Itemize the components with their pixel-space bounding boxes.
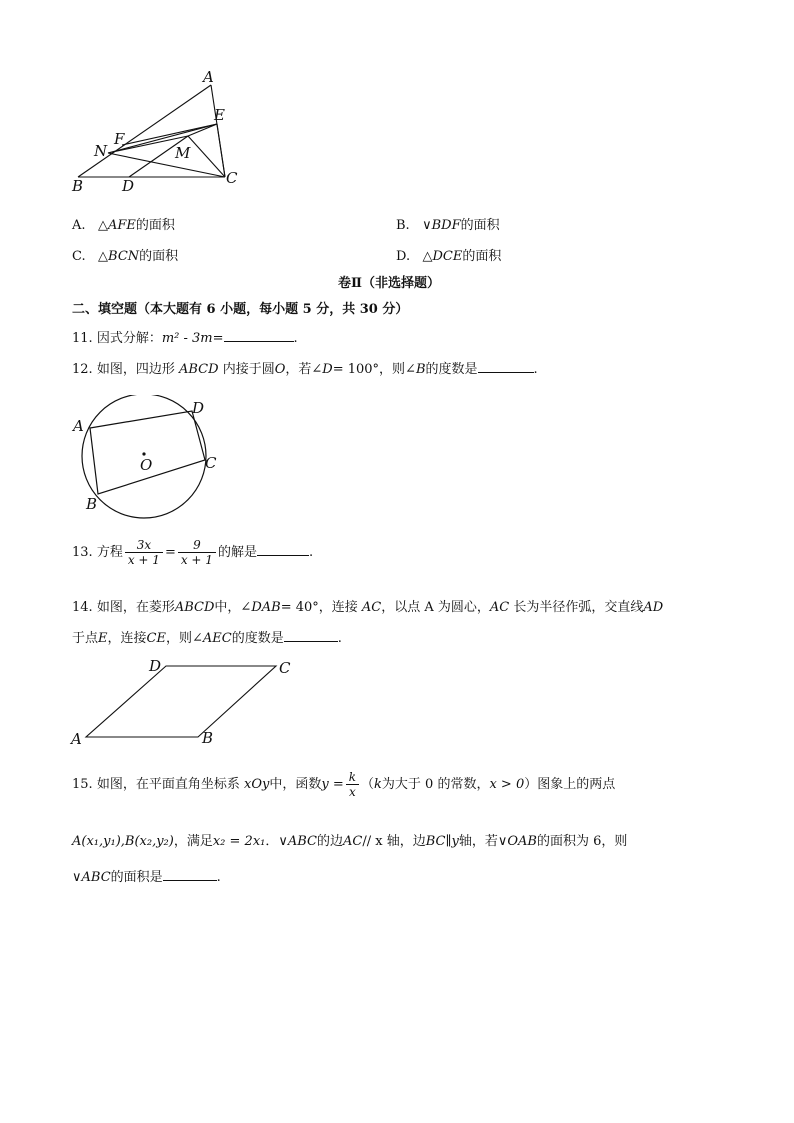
question-13: 13. 方程 $\frac{3x}{x + 1}$ = $\frac{9}{x + 1}$ 的解是 . (72, 538, 314, 567)
label-D: D (149, 657, 162, 675)
option-a: A. △AFE的面积 (72, 218, 175, 233)
fraction-k-over-x: $\frac{k}{x}$ (346, 770, 359, 799)
question-15-line-3: ∨ABC的面积是 . (72, 870, 221, 885)
label-O: O (140, 456, 153, 474)
figure-rhombus (66, 655, 306, 750)
label-D: D (192, 399, 205, 417)
section-title: 二、填空题（本大题有 6 小题，每小题 5 分，共 30 分） (72, 302, 409, 317)
label-B: B (86, 495, 98, 513)
figure-triangle-abc (60, 60, 260, 200)
answer-blank-14 (284, 629, 338, 642)
label-F: F (114, 130, 125, 148)
label-E: E (214, 106, 225, 124)
label-A: A (73, 417, 84, 435)
label-M: M (175, 144, 191, 162)
label-D: D (122, 177, 135, 195)
label-C: C (279, 659, 291, 677)
label-C: C (226, 169, 238, 187)
question-11: 11. 因式分解：m² - 3m= . (72, 331, 298, 346)
question-14-line-2: 于点E，连接CE，则∠AEC的度数是 . (72, 631, 342, 646)
option-b: B. ∨BDF的面积 (396, 218, 500, 233)
fraction-right: $\frac{9}{x + 1}$ (178, 538, 216, 567)
option-d: D. △DCE的面积 (396, 249, 502, 264)
question-15-line-1: 15. 如图，在平面直角坐标系 xOy中，函数y = $\frac{k}{x}$ （k为大于 0 的常数，x > 0）图象上的两点 (72, 770, 616, 799)
answer-blank-13 (257, 543, 309, 556)
answer-blank-11 (224, 329, 294, 342)
fraction-left: $\frac{3x}{x + 1}$ (125, 538, 163, 567)
figure-inscribed-quadrilateral (68, 395, 228, 520)
label-B: B (72, 177, 84, 195)
label-C: C (205, 454, 217, 472)
volume-2-title: 卷Ⅱ（非选择题） (338, 276, 440, 291)
label-N: N (94, 142, 108, 160)
label-B: B (202, 729, 214, 747)
label-A: A (203, 68, 214, 86)
question-14-line-1: 14. 如图，在菱形ABCD中，∠DAB= 40°，连接 AC，以点 A 为圆心，AC 长为半径作弧，交直线AD (72, 600, 664, 615)
question-12: 12. 如图，四边形 ABCD 内接于圆O，若∠D= 100°，则∠B的度数是 . (72, 362, 538, 377)
option-c: C. △BCN的面积 (72, 249, 179, 264)
answer-blank-12 (478, 360, 534, 373)
answer-blank-15 (163, 868, 217, 881)
label-A: A (71, 730, 82, 748)
question-15-line-2: A(x₁,y₁),B(x₂,y₂)，满足x₂ = 2x₁．∨ABC的边AC// x 轴，边BC∥y轴，若∨OAB的面积为 6，则 (72, 834, 628, 849)
